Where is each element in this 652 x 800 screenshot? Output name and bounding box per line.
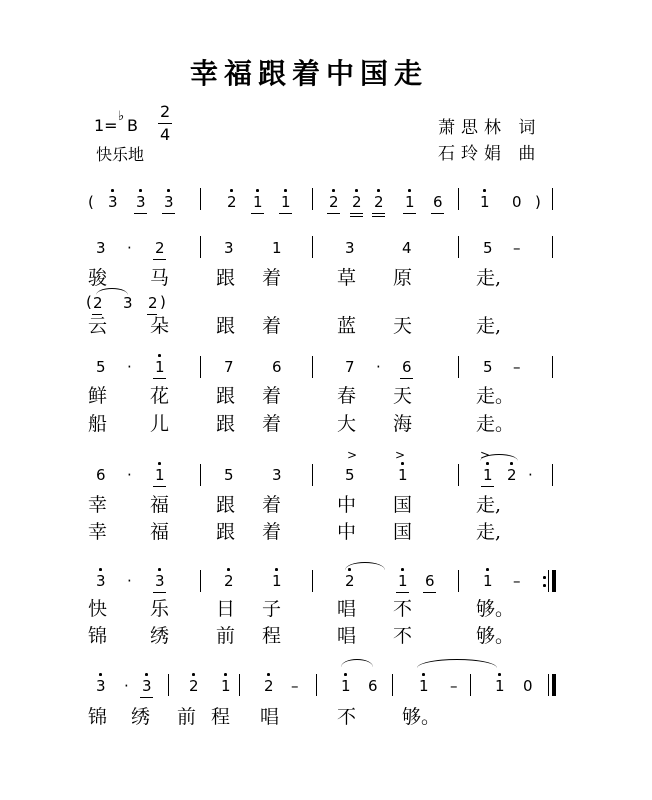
barline — [458, 236, 459, 258]
slur — [345, 562, 385, 570]
lyric-char: 着 — [262, 413, 282, 435]
lyric-char: 草 — [337, 267, 357, 289]
note: 6 — [425, 572, 435, 590]
lyric-char: 幸 — [88, 521, 108, 543]
augmentation-dot: · — [124, 677, 129, 695]
note: 1 — [341, 677, 351, 695]
flat-sign: ♭ — [118, 109, 125, 124]
note: 5 — [483, 358, 493, 376]
accent-mark: > — [395, 448, 406, 462]
barline — [239, 674, 240, 696]
barline — [312, 356, 313, 378]
note: 3 — [108, 193, 118, 211]
time-signature-top: 2 — [160, 102, 171, 121]
variant-note: 2 — [93, 294, 103, 312]
augmentation-dot: · — [127, 239, 132, 257]
lyric-char: 着 — [262, 315, 282, 337]
octave-dot-high — [355, 189, 358, 192]
barline — [458, 570, 459, 592]
lyricist-credit: 萧思林 词 — [438, 118, 542, 138]
barline — [548, 570, 549, 592]
note: 4 — [402, 239, 412, 257]
paren: ( — [88, 193, 94, 211]
note: 2 — [352, 193, 362, 211]
lyric-char: 大 — [337, 413, 357, 435]
lyric-char: 儿 — [150, 413, 170, 435]
note: 6 — [402, 358, 412, 376]
note: 3 — [96, 239, 106, 257]
lyric-char: 走。 — [476, 385, 515, 407]
eighth-underline — [431, 213, 444, 214]
repeat-dot — [543, 584, 546, 587]
barline — [458, 464, 459, 486]
note: 5 — [483, 239, 493, 257]
eighth-underline — [400, 378, 413, 379]
note: 1 — [495, 677, 505, 695]
octave-dot-high — [158, 462, 161, 465]
variant-note: 2 — [148, 294, 158, 312]
octave-dot-high — [510, 462, 513, 465]
octave-dot-high — [224, 673, 227, 676]
eighth-underline — [327, 213, 340, 214]
augmentation-dot: · — [127, 358, 132, 376]
eighth-underline — [403, 213, 416, 214]
eighth-underline — [350, 213, 363, 214]
lyric-char: 走, — [476, 521, 502, 543]
note: 1 — [405, 193, 415, 211]
eighth-underline — [162, 213, 175, 214]
note: 1 — [272, 572, 282, 590]
octave-dot-high — [275, 568, 278, 571]
note: 1 — [483, 572, 493, 590]
note: 5 — [345, 466, 355, 484]
lyric-char: 够。 — [476, 598, 515, 620]
eighth-underline — [251, 213, 264, 214]
note: 0 — [523, 677, 533, 695]
lyric-char: 前 — [216, 625, 236, 647]
lyric-char: 够。 — [402, 706, 441, 728]
lyric-char: 锦 — [88, 625, 108, 647]
note: 2 — [374, 193, 384, 211]
note: 6 — [272, 358, 282, 376]
lyric-char: 走, — [476, 315, 502, 337]
lyric-char: 国 — [393, 521, 413, 543]
lyric-char: 不 — [393, 625, 413, 647]
lyric-char: 着 — [262, 385, 282, 407]
lyric-char: 快 — [88, 598, 108, 620]
lyric-char: 前 — [177, 706, 197, 728]
eighth-underline — [153, 486, 166, 487]
note: 3 — [96, 677, 106, 695]
octave-dot-high — [284, 189, 287, 192]
note: 1 — [281, 193, 291, 211]
slur — [480, 454, 518, 461]
augmentation-dot: · — [528, 466, 533, 484]
lyric-char: 骏 — [88, 267, 108, 289]
lyric-char: 天 — [393, 315, 413, 337]
octave-dot-high — [227, 568, 230, 571]
accent-mark: > — [480, 448, 491, 462]
repeat-dot — [543, 576, 546, 579]
barline — [312, 464, 313, 486]
lyric-char: 着 — [262, 521, 282, 543]
time-signature-bottom: 4 — [160, 125, 171, 144]
variant-slur — [96, 288, 128, 295]
note: 3 — [136, 193, 146, 211]
octave-dot-high — [408, 189, 411, 192]
lyric-char: 跟 — [216, 494, 236, 516]
lyric-char: 跟 — [216, 315, 236, 337]
final-barline — [552, 570, 556, 592]
lyric-char: 走, — [476, 267, 502, 289]
dash-note: – — [291, 677, 299, 695]
lyric-char: 锦 — [88, 706, 108, 728]
octave-dot-high — [111, 189, 114, 192]
lyric-char: 国 — [393, 494, 413, 516]
note: 6 — [96, 466, 106, 484]
barline — [200, 356, 201, 378]
lyric-char: 子 — [262, 598, 282, 620]
lyric-char: 马 — [150, 267, 170, 289]
lyric-char: 日 — [216, 598, 236, 620]
octave-dot-high — [145, 673, 148, 676]
note: 1 — [483, 466, 493, 484]
barline — [200, 570, 201, 592]
lyric-char: 不 — [393, 598, 413, 620]
octave-dot-high — [158, 568, 161, 571]
eighth-underline — [396, 592, 409, 593]
octave-dot-high — [158, 354, 161, 357]
lyric-char: 原 — [393, 267, 413, 289]
octave-dot-high — [267, 673, 270, 676]
dash-note: – — [513, 239, 521, 257]
lyric-char: 天 — [393, 385, 413, 407]
barline — [316, 674, 317, 696]
octave-dot-high — [167, 189, 170, 192]
lyric-char: 跟 — [216, 521, 236, 543]
note: 3 — [96, 572, 106, 590]
lyric-char: 海 — [393, 413, 413, 435]
lyric-char: 跟 — [216, 385, 236, 407]
barline — [458, 356, 459, 378]
lyric-char: 福 — [150, 494, 170, 516]
eighth-underline — [140, 697, 153, 698]
lyric-char: 春 — [337, 385, 357, 407]
dash-note: – — [513, 358, 521, 376]
augmentation-dot: · — [127, 572, 132, 590]
barline — [470, 674, 471, 696]
lyric-char: 着 — [262, 267, 282, 289]
barline — [552, 464, 553, 486]
octave-dot-high — [486, 462, 489, 465]
octave-dot-high — [192, 673, 195, 676]
barline — [200, 236, 201, 258]
lyric-char: 乐 — [150, 598, 170, 620]
eighth-underline — [481, 486, 494, 487]
lyric-char: 云 — [88, 315, 108, 337]
note: 1 — [253, 193, 263, 211]
lyric-char: 绣 — [131, 706, 151, 728]
barline — [552, 356, 553, 378]
accent-mark: > — [347, 448, 358, 462]
lyric-char: 绣 — [150, 625, 170, 647]
song-title: 幸福跟着中国走 — [190, 57, 429, 90]
note: 1 — [398, 466, 408, 484]
lyric-char: 鲜 — [88, 385, 108, 407]
note: 3 — [164, 193, 174, 211]
lyric-char: 唱 — [337, 625, 357, 647]
lyric-char: 走, — [476, 494, 502, 516]
barline — [200, 464, 201, 486]
variant-open-paren: ( — [86, 293, 92, 311]
lyric-char: 朵 — [150, 315, 170, 337]
eighth-underline — [153, 592, 166, 593]
composer-credit: 石玲娟 曲 — [438, 144, 542, 164]
octave-dot-high — [99, 673, 102, 676]
note: 1 — [419, 677, 429, 695]
octave-dot-high — [256, 189, 259, 192]
lyric-char: 程 — [262, 625, 282, 647]
barline — [552, 188, 553, 210]
note: 7 — [224, 358, 234, 376]
octave-dot-high — [139, 189, 142, 192]
paren: ) — [535, 193, 541, 211]
octave-dot-high — [401, 462, 404, 465]
note: 3 — [345, 239, 355, 257]
lyric-char: 花 — [150, 385, 170, 407]
lyric-char: 不 — [337, 706, 357, 728]
note: 1 — [221, 677, 231, 695]
lyric-char: 幸 — [88, 494, 108, 516]
lyric-char: 中 — [337, 494, 357, 516]
eighth-underline — [423, 592, 436, 593]
note: 1 — [480, 193, 490, 211]
lyric-char: 中 — [337, 521, 357, 543]
octave-dot-high — [99, 568, 102, 571]
note: 1 — [398, 572, 408, 590]
lyric-char: 程 — [211, 706, 231, 728]
note: 6 — [368, 677, 378, 695]
note: 5 — [96, 358, 106, 376]
dash-note: – — [450, 677, 458, 695]
barline — [392, 674, 393, 696]
eighth-underline — [372, 213, 385, 214]
lyric-char: 着 — [262, 494, 282, 516]
note: 5 — [224, 466, 234, 484]
barline — [312, 188, 313, 210]
barline — [312, 570, 313, 592]
slur — [341, 659, 373, 667]
sixteenth-underline — [372, 216, 385, 217]
final-barline — [552, 674, 556, 696]
note: 3 — [155, 572, 165, 590]
note: 2 — [155, 239, 165, 257]
octave-dot-high — [230, 189, 233, 192]
eighth-underline — [134, 213, 147, 214]
note: 0 — [512, 193, 522, 211]
lyric-char: 蓝 — [337, 315, 357, 337]
note: 2 — [345, 572, 355, 590]
variant-note: 3 — [123, 294, 133, 312]
lyric-char: 跟 — [216, 267, 236, 289]
octave-dot-high — [344, 673, 347, 676]
slur — [417, 659, 497, 668]
lyric-char: 唱 — [260, 706, 280, 728]
dash-note: – — [513, 572, 521, 590]
variant-close-paren: ) — [160, 293, 166, 311]
octave-dot-high — [498, 673, 501, 676]
note: 2 — [507, 466, 517, 484]
note: 7 — [345, 358, 355, 376]
octave-dot-high — [422, 673, 425, 676]
barline — [168, 674, 169, 696]
octave-dot-high — [377, 189, 380, 192]
note: 2 — [227, 193, 237, 211]
key-prefix: 1= — [94, 116, 118, 135]
note: 3 — [142, 677, 152, 695]
lyric-char: 走。 — [476, 413, 515, 435]
key-note: B — [127, 116, 138, 135]
note: 2 — [189, 677, 199, 695]
lyric-char: 唱 — [337, 598, 357, 620]
note: 6 — [433, 193, 443, 211]
eighth-underline — [153, 378, 166, 379]
barline — [548, 674, 549, 696]
note: 2 — [329, 193, 339, 211]
lyric-char: 福 — [150, 521, 170, 543]
octave-dot-high — [401, 568, 404, 571]
sixteenth-underline — [350, 216, 363, 217]
barline — [458, 188, 459, 210]
lyric-char: 船 — [88, 413, 108, 435]
lyric-char: 够。 — [476, 625, 515, 647]
note: 3 — [272, 466, 282, 484]
augmentation-dot: · — [127, 466, 132, 484]
note: 1 — [155, 466, 165, 484]
note: 1 — [272, 239, 282, 257]
eighth-underline — [153, 259, 166, 260]
tempo-marking: 快乐地 — [96, 145, 145, 164]
barline — [312, 236, 313, 258]
eighth-underline — [279, 213, 292, 214]
note: 2 — [264, 677, 274, 695]
barline — [200, 188, 201, 210]
note: 2 — [224, 572, 234, 590]
note: 3 — [224, 239, 234, 257]
octave-dot-high — [486, 568, 489, 571]
time-signature-line — [158, 123, 172, 124]
barline — [552, 236, 553, 258]
augmentation-dot: · — [376, 358, 381, 376]
octave-dot-high — [332, 189, 335, 192]
octave-dot-high — [483, 189, 486, 192]
note: 1 — [155, 358, 165, 376]
lyric-char: 跟 — [216, 413, 236, 435]
